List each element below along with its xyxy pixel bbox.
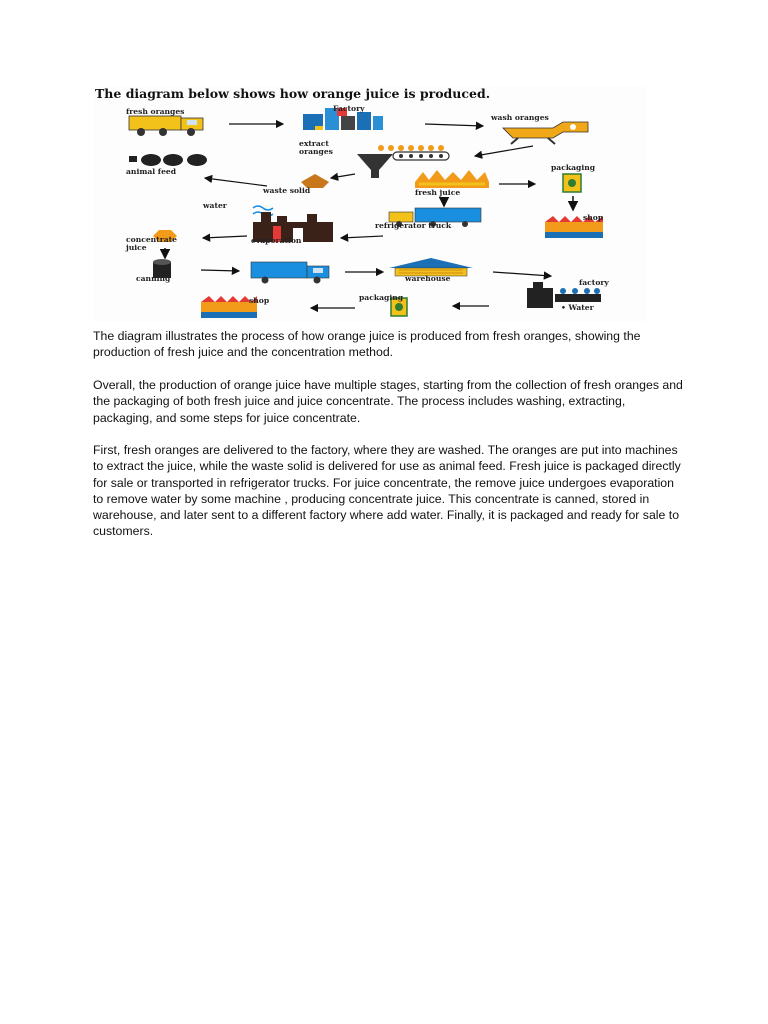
label-animal-feed: animal feed	[126, 167, 177, 176]
arrow-2	[425, 124, 483, 126]
label-water-bottom: • Water	[561, 303, 594, 312]
label-shop-right: shop	[583, 213, 604, 222]
label-extract-1: extract	[299, 139, 329, 148]
label-water: water	[203, 201, 227, 210]
arrow-10	[203, 236, 247, 238]
paragraph-intro: The diagram illustrates the process of how orange juice is produced from fresh oranges, showing the production of fresh juice and the concentration method.	[93, 329, 641, 360]
arrow-9	[341, 236, 383, 238]
arrow-14	[493, 272, 551, 276]
packaging-top-icon	[563, 174, 581, 192]
label-wash-oranges: wash oranges	[491, 113, 549, 122]
label-evaporation: evaporation	[251, 236, 302, 245]
wash-oranges-machine-icon	[503, 122, 588, 144]
label-warehouse: warehouse	[405, 274, 451, 283]
label-extract-2: oranges	[299, 147, 333, 156]
label-fresh-juice: fresh juice	[415, 188, 461, 197]
label-shop-bottom: shop	[249, 296, 270, 305]
label-waste-solid: waste solid	[263, 186, 311, 195]
label-refrigerator-truck: refrigerator truck	[375, 221, 452, 230]
label-packaging-bottom: packaging	[359, 293, 404, 302]
fresh-juice-icon	[415, 170, 489, 188]
label-fresh-oranges: fresh oranges	[126, 107, 185, 116]
label-packaging-top: packaging	[551, 163, 596, 172]
label-factory-top: Factory	[333, 104, 365, 113]
animal-feed-icon	[129, 154, 207, 166]
arrow-3	[475, 146, 533, 156]
label-factory-bottom: factory	[579, 278, 609, 287]
paragraph-overview: Overall, the production of orange juice have multiple stages, starting from the collection of fresh oranges and the packaging of both fresh juice and juice concentrate. The process includes washing, extracting, packaging, and some steps for juice concentrate.	[93, 378, 683, 425]
arrow-4	[205, 178, 267, 186]
label-canning: canning	[136, 274, 171, 283]
arrow-5	[331, 174, 355, 178]
delivery-truck-icon	[251, 262, 329, 284]
label-concentrate-1: concentrate	[126, 235, 177, 244]
label-concentrate-2: juice	[126, 243, 147, 252]
arrow-12	[201, 270, 239, 271]
fresh-oranges-truck-icon	[129, 116, 203, 136]
diagram-graphics	[93, 86, 647, 322]
paragraph-details: First, fresh oranges are delivered to the factory, where they are washed. The oranges are put into machines to extract the juice, while the waste solid is delivered for use as animal feed. Fresh juice is packaged directly for sale or transported in refrigerator trucks. For juice concentrate, the remove juice undergoes evaporation to remove water by some machine , producing concentrate juice. This concentrate is canned, stored in warehouse, and later sent to a different factory where add water. Finally, it is packaged and ready for sale to customers.	[93, 443, 681, 539]
diagram-title: The diagram below shows how orange juice is produced.	[95, 86, 491, 101]
process-diagram	[93, 86, 647, 322]
